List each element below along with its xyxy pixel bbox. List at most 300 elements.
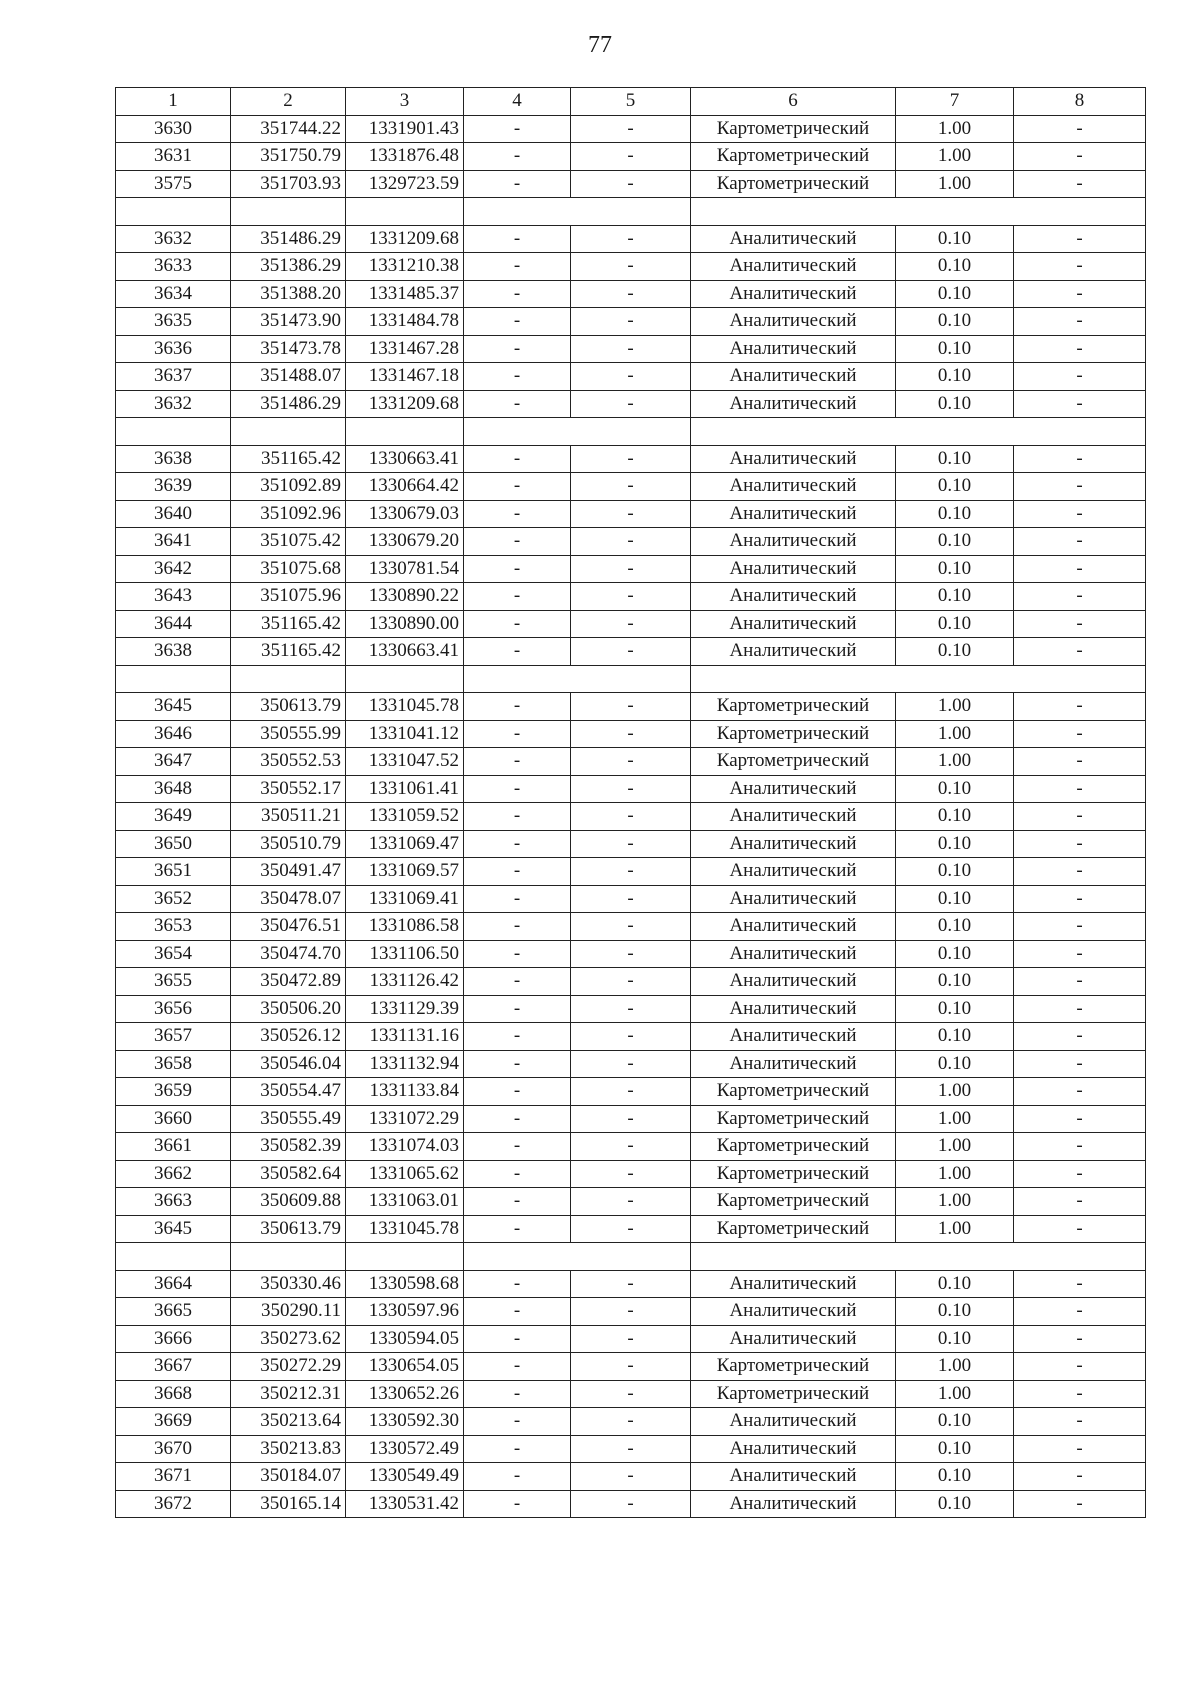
col-8-cell: -	[1014, 995, 1146, 1023]
col-8-cell: -	[1014, 225, 1146, 253]
x-coordinate-cell: 350491.47	[231, 858, 346, 886]
empty-cell	[346, 418, 464, 446]
col-5-cell: -	[571, 528, 691, 556]
x-coordinate-cell: 350213.83	[231, 1435, 346, 1463]
y-coordinate-cell: 1331045.78	[346, 1215, 464, 1243]
col-8-cell: -	[1014, 968, 1146, 996]
table-row	[116, 473, 1146, 501]
col-5-cell: -	[571, 1270, 691, 1298]
col-8-cell: -	[1014, 253, 1146, 281]
table-row	[116, 638, 1146, 666]
point-number-cell: 3664	[116, 1270, 231, 1298]
accuracy-cell: 0.10	[896, 913, 1014, 941]
accuracy-cell: 1.00	[896, 1078, 1014, 1106]
y-coordinate-cell: 1331045.78	[346, 693, 464, 721]
col-5-cell: -	[571, 748, 691, 776]
x-coordinate-cell: 350613.79	[231, 1215, 346, 1243]
method-cell: Аналитический	[691, 335, 896, 363]
x-coordinate-cell: 351092.96	[231, 500, 346, 528]
col-5-cell: -	[571, 500, 691, 528]
accuracy-cell: 0.10	[896, 1023, 1014, 1051]
col-4-cell: -	[464, 390, 571, 418]
method-cell: Аналитический	[691, 638, 896, 666]
y-coordinate-cell: 1330890.22	[346, 583, 464, 611]
table-row	[116, 885, 1146, 913]
col-5-cell: -	[571, 583, 691, 611]
y-coordinate-cell: 1331126.42	[346, 968, 464, 996]
col-5-cell: -	[571, 995, 691, 1023]
col-4-cell: -	[464, 1050, 571, 1078]
col-5-cell: -	[571, 555, 691, 583]
table-row	[116, 1435, 1146, 1463]
x-coordinate-cell: 350510.79	[231, 830, 346, 858]
accuracy-cell: 0.10	[896, 803, 1014, 831]
col-5-cell: -	[571, 473, 691, 501]
accuracy-cell: 0.10	[896, 528, 1014, 556]
col-4-cell: -	[464, 968, 571, 996]
table-row	[116, 803, 1146, 831]
point-number-cell: 3638	[116, 445, 231, 473]
x-coordinate-cell: 350554.47	[231, 1078, 346, 1106]
col-5-cell: -	[571, 1408, 691, 1436]
x-coordinate-cell: 351473.90	[231, 308, 346, 336]
empty-cell	[346, 198, 464, 226]
accuracy-cell: 1.00	[896, 1133, 1014, 1161]
point-number-cell: 3648	[116, 775, 231, 803]
method-cell: Аналитический	[691, 500, 896, 528]
col-5-cell: -	[571, 1298, 691, 1326]
column-header-1: 1	[116, 88, 231, 116]
empty-cell	[691, 665, 1146, 693]
col-4-cell: -	[464, 1490, 571, 1518]
point-number-cell: 3651	[116, 858, 231, 886]
x-coordinate-cell: 350213.64	[231, 1408, 346, 1436]
accuracy-cell: 0.10	[896, 555, 1014, 583]
x-coordinate-cell: 350609.88	[231, 1188, 346, 1216]
accuracy-cell: 0.10	[896, 885, 1014, 913]
col-8-cell: -	[1014, 143, 1146, 171]
table-row	[116, 940, 1146, 968]
col-8-cell: -	[1014, 1270, 1146, 1298]
x-coordinate-cell: 350474.70	[231, 940, 346, 968]
y-coordinate-cell: 1330592.30	[346, 1408, 464, 1436]
col-8-cell: -	[1014, 720, 1146, 748]
y-coordinate-cell: 1331047.52	[346, 748, 464, 776]
col-4-cell: -	[464, 1188, 571, 1216]
method-cell: Картометрический	[691, 1160, 896, 1188]
x-coordinate-cell: 351165.42	[231, 610, 346, 638]
x-coordinate-cell: 351386.29	[231, 253, 346, 281]
method-cell: Аналитический	[691, 940, 896, 968]
separator-row	[116, 418, 1146, 446]
y-coordinate-cell: 1331209.68	[346, 225, 464, 253]
x-coordinate-cell: 351165.42	[231, 445, 346, 473]
point-number-cell: 3662	[116, 1160, 231, 1188]
col-8-cell: -	[1014, 555, 1146, 583]
col-5-cell: -	[571, 143, 691, 171]
col-4-cell: -	[464, 1105, 571, 1133]
method-cell: Аналитический	[691, 913, 896, 941]
col-5-cell: -	[571, 253, 691, 281]
point-number-cell: 3645	[116, 693, 231, 721]
y-coordinate-cell: 1331484.78	[346, 308, 464, 336]
y-coordinate-cell: 1331069.57	[346, 858, 464, 886]
method-cell: Картометрический	[691, 1078, 896, 1106]
col-8-cell: -	[1014, 445, 1146, 473]
method-cell: Аналитический	[691, 968, 896, 996]
col-8-cell: -	[1014, 1133, 1146, 1161]
accuracy-cell: 0.10	[896, 335, 1014, 363]
table-row	[116, 693, 1146, 721]
table-row	[116, 390, 1146, 418]
col-4-cell: -	[464, 858, 571, 886]
table-row	[116, 748, 1146, 776]
table-row	[116, 528, 1146, 556]
col-8-cell: -	[1014, 335, 1146, 363]
coordinates-table	[115, 87, 1146, 1518]
col-4-cell: -	[464, 1408, 571, 1436]
x-coordinate-cell: 351075.42	[231, 528, 346, 556]
empty-cell	[464, 198, 691, 226]
accuracy-cell: 0.10	[896, 1325, 1014, 1353]
point-number-cell: 3659	[116, 1078, 231, 1106]
method-cell: Картометрический	[691, 1133, 896, 1161]
empty-cell	[116, 418, 231, 446]
table-row	[116, 555, 1146, 583]
y-coordinate-cell: 1330664.42	[346, 473, 464, 501]
method-cell: Аналитический	[691, 308, 896, 336]
method-cell: Аналитический	[691, 1325, 896, 1353]
col-5-cell: -	[571, 1188, 691, 1216]
col-5-cell: -	[571, 1490, 691, 1518]
accuracy-cell: 0.10	[896, 390, 1014, 418]
col-8-cell: -	[1014, 803, 1146, 831]
table-row	[116, 1078, 1146, 1106]
accuracy-cell: 1.00	[896, 1105, 1014, 1133]
column-header-2: 2	[231, 88, 346, 116]
method-cell: Аналитический	[691, 225, 896, 253]
x-coordinate-cell: 351750.79	[231, 143, 346, 171]
table-row	[116, 1463, 1146, 1491]
method-cell: Картометрический	[691, 143, 896, 171]
y-coordinate-cell: 1331131.16	[346, 1023, 464, 1051]
empty-cell	[464, 418, 691, 446]
point-number-cell: 3653	[116, 913, 231, 941]
col-8-cell: -	[1014, 583, 1146, 611]
point-number-cell: 3655	[116, 968, 231, 996]
method-cell: Картометрический	[691, 1105, 896, 1133]
accuracy-cell: 1.00	[896, 1353, 1014, 1381]
table-row	[116, 143, 1146, 171]
accuracy-cell: 0.10	[896, 583, 1014, 611]
col-4-cell: -	[464, 555, 571, 583]
accuracy-cell: 0.10	[896, 1463, 1014, 1491]
point-number-cell: 3666	[116, 1325, 231, 1353]
table-row	[116, 1490, 1146, 1518]
accuracy-cell: 0.10	[896, 638, 1014, 666]
table-row	[116, 253, 1146, 281]
separator-row	[116, 665, 1146, 693]
point-number-cell: 3669	[116, 1408, 231, 1436]
point-number-cell: 3657	[116, 1023, 231, 1051]
method-cell: Аналитический	[691, 1270, 896, 1298]
table-row	[116, 1408, 1146, 1436]
col-4-cell: -	[464, 115, 571, 143]
method-cell: Аналитический	[691, 363, 896, 391]
col-4-cell: -	[464, 170, 571, 198]
col-8-cell: -	[1014, 1353, 1146, 1381]
table-row	[116, 1105, 1146, 1133]
col-5-cell: -	[571, 1325, 691, 1353]
empty-cell	[691, 418, 1146, 446]
empty-cell	[691, 198, 1146, 226]
y-coordinate-cell: 1330549.49	[346, 1463, 464, 1491]
point-number-cell: 3652	[116, 885, 231, 913]
col-5-cell: -	[571, 610, 691, 638]
col-4-cell: -	[464, 1270, 571, 1298]
method-cell: Аналитический	[691, 858, 896, 886]
point-number-cell: 3660	[116, 1105, 231, 1133]
col-8-cell: -	[1014, 1215, 1146, 1243]
accuracy-cell: 0.10	[896, 253, 1014, 281]
col-5-cell: -	[571, 1353, 691, 1381]
accuracy-cell: 0.10	[896, 308, 1014, 336]
col-5-cell: -	[571, 1050, 691, 1078]
accuracy-cell: 1.00	[896, 143, 1014, 171]
col-5-cell: -	[571, 1435, 691, 1463]
col-5-cell: -	[571, 775, 691, 803]
point-number-cell: 3575	[116, 170, 231, 198]
method-cell: Аналитический	[691, 1298, 896, 1326]
table-row	[116, 445, 1146, 473]
col-5-cell: -	[571, 1380, 691, 1408]
page-number: 77	[588, 32, 612, 58]
col-8-cell: -	[1014, 528, 1146, 556]
method-cell: Аналитический	[691, 830, 896, 858]
point-number-cell: 3656	[116, 995, 231, 1023]
method-cell: Картометрический	[691, 1380, 896, 1408]
col-4-cell: -	[464, 1325, 571, 1353]
method-cell: Картометрический	[691, 1353, 896, 1381]
empty-cell	[346, 1243, 464, 1271]
y-coordinate-cell: 1331086.58	[346, 913, 464, 941]
method-cell: Аналитический	[691, 253, 896, 281]
x-coordinate-cell: 350290.11	[231, 1298, 346, 1326]
col-4-cell: -	[464, 143, 571, 171]
x-coordinate-cell: 350472.89	[231, 968, 346, 996]
table-row	[116, 363, 1146, 391]
col-4-cell: -	[464, 1463, 571, 1491]
accuracy-cell: 0.10	[896, 1050, 1014, 1078]
table-header-row	[116, 88, 1146, 116]
point-number-cell: 3637	[116, 363, 231, 391]
y-coordinate-cell: 1331059.52	[346, 803, 464, 831]
method-cell: Аналитический	[691, 390, 896, 418]
col-4-cell: -	[464, 1435, 571, 1463]
method-cell: Аналитический	[691, 1050, 896, 1078]
method-cell: Аналитический	[691, 885, 896, 913]
col-5-cell: -	[571, 1133, 691, 1161]
col-8-cell: -	[1014, 1408, 1146, 1436]
col-4-cell: -	[464, 1078, 571, 1106]
table-row	[116, 1023, 1146, 1051]
empty-cell	[464, 1243, 691, 1271]
col-8-cell: -	[1014, 1435, 1146, 1463]
col-4-cell: -	[464, 720, 571, 748]
table-row	[116, 610, 1146, 638]
x-coordinate-cell: 350330.46	[231, 1270, 346, 1298]
x-coordinate-cell: 350165.14	[231, 1490, 346, 1518]
point-number-cell: 3647	[116, 748, 231, 776]
y-coordinate-cell: 1331467.28	[346, 335, 464, 363]
col-4-cell: -	[464, 693, 571, 721]
x-coordinate-cell: 351486.29	[231, 390, 346, 418]
table-row	[116, 1325, 1146, 1353]
method-cell: Картометрический	[691, 748, 896, 776]
y-coordinate-cell: 1331209.68	[346, 390, 464, 418]
table-row	[116, 115, 1146, 143]
x-coordinate-cell: 351388.20	[231, 280, 346, 308]
table-row	[116, 1215, 1146, 1243]
col-8-cell: -	[1014, 1050, 1146, 1078]
x-coordinate-cell: 350613.79	[231, 693, 346, 721]
x-coordinate-cell: 351488.07	[231, 363, 346, 391]
accuracy-cell: 1.00	[896, 720, 1014, 748]
point-number-cell: 3646	[116, 720, 231, 748]
y-coordinate-cell: 1331132.94	[346, 1050, 464, 1078]
accuracy-cell: 1.00	[896, 1380, 1014, 1408]
col-5-cell: -	[571, 445, 691, 473]
table-row	[116, 1188, 1146, 1216]
col-4-cell: -	[464, 830, 571, 858]
col-4-cell: -	[464, 253, 571, 281]
point-number-cell: 3639	[116, 473, 231, 501]
x-coordinate-cell: 351075.68	[231, 555, 346, 583]
y-coordinate-cell: 1330598.68	[346, 1270, 464, 1298]
accuracy-cell: 1.00	[896, 115, 1014, 143]
column-header-4: 4	[464, 88, 571, 116]
col-8-cell: -	[1014, 1298, 1146, 1326]
col-4-cell: -	[464, 1353, 571, 1381]
col-8-cell: -	[1014, 775, 1146, 803]
col-5-cell: -	[571, 1023, 691, 1051]
col-4-cell: -	[464, 473, 571, 501]
col-5-cell: -	[571, 1160, 691, 1188]
column-header-5: 5	[571, 88, 691, 116]
y-coordinate-cell: 1331876.48	[346, 143, 464, 171]
method-cell: Аналитический	[691, 803, 896, 831]
table-row	[116, 1050, 1146, 1078]
method-cell: Аналитический	[691, 1023, 896, 1051]
empty-cell	[464, 665, 691, 693]
point-number-cell: 3658	[116, 1050, 231, 1078]
col-5-cell: -	[571, 940, 691, 968]
point-number-cell: 3667	[116, 1353, 231, 1381]
x-coordinate-cell: 350546.04	[231, 1050, 346, 1078]
col-8-cell: -	[1014, 390, 1146, 418]
x-coordinate-cell: 350506.20	[231, 995, 346, 1023]
table-row	[116, 335, 1146, 363]
x-coordinate-cell: 350526.12	[231, 1023, 346, 1051]
table-row	[116, 775, 1146, 803]
col-4-cell: -	[464, 885, 571, 913]
method-cell: Аналитический	[691, 528, 896, 556]
col-4-cell: -	[464, 1215, 571, 1243]
col-4-cell: -	[464, 803, 571, 831]
y-coordinate-cell: 1331106.50	[346, 940, 464, 968]
method-cell: Картометрический	[691, 1215, 896, 1243]
accuracy-cell: 0.10	[896, 995, 1014, 1023]
y-coordinate-cell: 1330652.26	[346, 1380, 464, 1408]
col-8-cell: -	[1014, 913, 1146, 941]
accuracy-cell: 0.10	[896, 775, 1014, 803]
col-8-cell: -	[1014, 115, 1146, 143]
point-number-cell: 3649	[116, 803, 231, 831]
x-coordinate-cell: 350212.31	[231, 1380, 346, 1408]
x-coordinate-cell: 350552.53	[231, 748, 346, 776]
col-8-cell: -	[1014, 858, 1146, 886]
y-coordinate-cell: 1331069.41	[346, 885, 464, 913]
point-number-cell: 3668	[116, 1380, 231, 1408]
table-row	[116, 913, 1146, 941]
y-coordinate-cell: 1330679.20	[346, 528, 464, 556]
separator-row	[116, 1243, 1146, 1271]
y-coordinate-cell: 1330663.41	[346, 638, 464, 666]
col-8-cell: -	[1014, 363, 1146, 391]
col-5-cell: -	[571, 225, 691, 253]
col-8-cell: -	[1014, 1463, 1146, 1491]
empty-cell	[346, 665, 464, 693]
point-number-cell: 3671	[116, 1463, 231, 1491]
y-coordinate-cell: 1330597.96	[346, 1298, 464, 1326]
accuracy-cell: 1.00	[896, 1215, 1014, 1243]
table-row	[116, 858, 1146, 886]
col-5-cell: -	[571, 308, 691, 336]
col-4-cell: -	[464, 1023, 571, 1051]
point-number-cell: 3634	[116, 280, 231, 308]
col-5-cell: -	[571, 1105, 691, 1133]
x-coordinate-cell: 351744.22	[231, 115, 346, 143]
accuracy-cell: 0.10	[896, 280, 1014, 308]
accuracy-cell: 0.10	[896, 473, 1014, 501]
col-8-cell: -	[1014, 1078, 1146, 1106]
col-4-cell: -	[464, 638, 571, 666]
method-cell: Аналитический	[691, 473, 896, 501]
table-row	[116, 1380, 1146, 1408]
y-coordinate-cell: 1331210.38	[346, 253, 464, 281]
col-4-cell: -	[464, 995, 571, 1023]
method-cell: Аналитический	[691, 1435, 896, 1463]
col-5-cell: -	[571, 390, 691, 418]
table-row	[116, 1298, 1146, 1326]
y-coordinate-cell: 1330531.42	[346, 1490, 464, 1518]
y-coordinate-cell: 1331041.12	[346, 720, 464, 748]
x-coordinate-cell: 351075.96	[231, 583, 346, 611]
y-coordinate-cell: 1331072.29	[346, 1105, 464, 1133]
y-coordinate-cell: 1331129.39	[346, 995, 464, 1023]
y-coordinate-cell: 1331133.84	[346, 1078, 464, 1106]
accuracy-cell: 0.10	[896, 830, 1014, 858]
col-4-cell: -	[464, 913, 571, 941]
col-8-cell: -	[1014, 170, 1146, 198]
table-row	[116, 995, 1146, 1023]
x-coordinate-cell: 350476.51	[231, 913, 346, 941]
col-8-cell: -	[1014, 500, 1146, 528]
col-8-cell: -	[1014, 1160, 1146, 1188]
accuracy-cell: 0.10	[896, 1298, 1014, 1326]
y-coordinate-cell: 1330781.54	[346, 555, 464, 583]
method-cell: Аналитический	[691, 775, 896, 803]
